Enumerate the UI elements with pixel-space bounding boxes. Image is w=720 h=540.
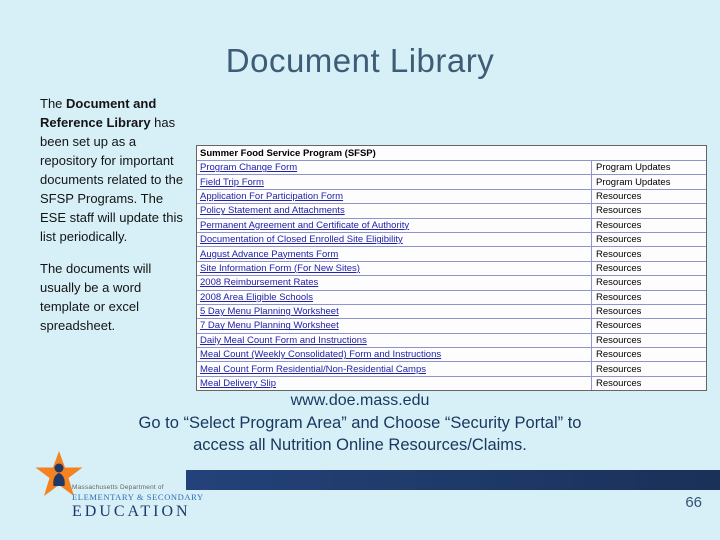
document-link[interactable]: Program Change Form — [200, 162, 298, 174]
document-link[interactable]: Meal Delivery Slip — [200, 378, 277, 390]
intro-p1-rest: has been set up as a repository for important documents related to the SFSP Programs. The ESE staff will update this list periodically. — [40, 115, 184, 244]
footer-bar — [186, 470, 720, 490]
category-label: Resources — [591, 190, 706, 203]
table-row — [197, 219, 706, 233]
document-link[interactable]: Policy Statement and Attachments — [200, 205, 345, 217]
category-label: Resources — [591, 291, 706, 304]
document-link-cell — [197, 175, 591, 188]
document-link-cell — [197, 334, 591, 347]
document-link-cell — [197, 377, 591, 390]
intro-p1-prefix: The — [40, 96, 67, 111]
document-link[interactable]: Meal Count (Weekly Consolidated) Form and Instructions — [200, 349, 442, 361]
table-row — [197, 377, 706, 390]
document-link-cell — [197, 362, 591, 375]
category-label: Resources — [591, 219, 706, 232]
document-link[interactable]: Permanent Agreement and Certificate of Authority — [200, 219, 410, 231]
document-link[interactable]: 2008 Area Eligible Schools — [200, 291, 314, 303]
document-link-cell — [197, 276, 591, 289]
document-link[interactable]: Site Information Form (For New Sites) — [200, 262, 360, 274]
table-row — [197, 204, 706, 218]
table-row — [197, 305, 706, 319]
intro-p1-bold: Document and Reference Library — [40, 96, 157, 130]
logo-text — [72, 484, 217, 521]
document-link[interactable]: August Advance Payments Form — [200, 248, 339, 260]
logo-education-line: EDUCATION — [72, 503, 191, 520]
document-link[interactable]: Meal Count Form Residential/Non-Residential Camps — [200, 363, 426, 375]
table-body — [197, 161, 706, 390]
category-label: Resources — [591, 204, 706, 217]
table-row — [197, 161, 706, 175]
category-label: Resources — [591, 377, 706, 390]
website-url[interactable]: www.doe.mass.edu — [290, 392, 430, 409]
document-link-cell — [197, 233, 591, 246]
footer-instruction-line-2: access all Nutrition Online Resources/Claims. — [193, 436, 527, 454]
document-link-cell — [197, 291, 591, 304]
intro-text — [40, 94, 190, 348]
table-row — [197, 233, 706, 247]
table-row — [197, 247, 706, 261]
category-label: Resources — [591, 247, 706, 260]
table-row — [197, 262, 706, 276]
table-row — [197, 276, 706, 290]
document-link[interactable]: Application For Participation Form — [200, 190, 344, 202]
table-row — [197, 291, 706, 305]
table-row — [197, 348, 706, 362]
document-link[interactable]: Documentation of Closed Enrolled Site Eligibility — [200, 234, 403, 246]
document-link[interactable]: Daily Meal Count Form and Instructions — [200, 334, 367, 346]
category-label: Program Updates — [591, 175, 706, 188]
category-label: Resources — [591, 262, 706, 275]
document-link-cell — [197, 305, 591, 318]
logo-elementary-line: ELEMENTARY & SECONDARY — [72, 492, 204, 502]
table-row — [197, 190, 706, 204]
document-link-cell — [197, 161, 591, 174]
document-link-cell — [197, 262, 591, 275]
document-library-table — [196, 145, 707, 391]
category-label: Resources — [591, 233, 706, 246]
document-link-cell — [197, 247, 591, 260]
category-label: Resources — [591, 276, 706, 289]
table-row — [197, 319, 706, 333]
table-row — [197, 175, 706, 189]
document-link-cell — [197, 219, 591, 232]
category-label: Resources — [591, 334, 706, 347]
document-link[interactable]: 7 Day Menu Planning Worksheet — [200, 320, 339, 332]
document-link[interactable]: Field Trip Form — [200, 176, 264, 188]
logo — [30, 446, 215, 532]
document-link-cell — [197, 190, 591, 203]
slide-title: Document Library — [225, 42, 495, 79]
table-row — [197, 334, 706, 348]
category-label: Program Updates — [591, 161, 706, 174]
document-link-cell — [197, 348, 591, 361]
document-link[interactable]: 2008 Reimbursement Rates — [200, 277, 319, 289]
page-number: 66 — [685, 494, 702, 511]
category-label: Resources — [591, 305, 706, 318]
table-title: Summer Food Service Program (SFSP) — [197, 146, 706, 161]
category-label: Resources — [591, 348, 706, 361]
table-row — [197, 362, 706, 376]
footer-instruction-line-1: Go to “Select Program Area” and Choose “Security Portal” to — [138, 414, 582, 432]
intro-paragraph-2: The documents will usually be a word template or excel spreadsheet. — [40, 261, 152, 333]
category-label: Resources — [591, 319, 706, 332]
document-link-cell — [197, 319, 591, 332]
intro-paragraph-1 — [40, 94, 190, 246]
document-link[interactable]: 5 Day Menu Planning Worksheet — [200, 306, 339, 318]
document-link-cell — [197, 204, 591, 217]
logo-dept-line: Massachusetts Department of — [72, 484, 164, 491]
category-label: Resources — [591, 362, 706, 375]
